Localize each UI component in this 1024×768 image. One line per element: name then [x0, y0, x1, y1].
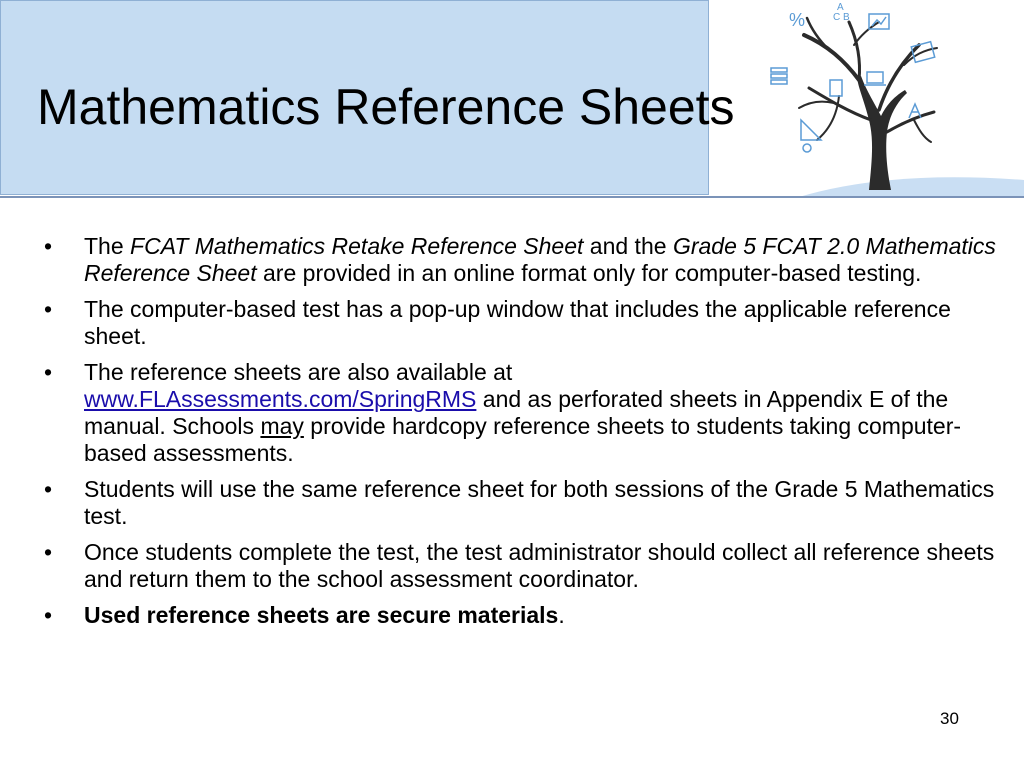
- underlined-word: may: [260, 413, 304, 439]
- list-item: • The computer-based test has a pop-up window that includes the applicable reference sheet.: [44, 296, 951, 349]
- tree-trunk-icon: [857, 76, 907, 190]
- list-item: • The reference sheets are also available at www.FLAssessments.com/SpringRMS and as perforated sheets in Appendix E of the manual. Schools may provide hardcopy reference sheets to students taking computer-based assessments.: [44, 359, 962, 466]
- ground-icon: [799, 177, 1024, 197]
- bullet-list: [44, 233, 1004, 638]
- list-item: • Used reference sheets are secure materials.: [44, 602, 565, 628]
- letter-a-icon: A: [837, 2, 844, 13]
- bullet-dot: •: [44, 359, 53, 385]
- list-item: • Students will use the same reference sheet for both sessions of the Grade 5 Mathematics test.: [44, 476, 995, 529]
- secure-materials-note: Used reference sheets are secure materials: [84, 602, 559, 628]
- bullet-dot: •: [44, 539, 53, 565]
- bullet-dot: •: [44, 233, 53, 259]
- circle-icon: [803, 144, 811, 152]
- letter-c-icon: C: [833, 12, 841, 23]
- page-title: Mathematics Reference Sheets: [37, 79, 735, 135]
- laptop-icon: [867, 72, 883, 83]
- slide-header: [0, 0, 1024, 197]
- header-divider: [0, 196, 1024, 198]
- math-tree-illustration: [709, 0, 1024, 197]
- stack-icon: [771, 68, 787, 72]
- bullet-dot: •: [44, 476, 53, 502]
- bullet-dot: •: [44, 602, 53, 628]
- bullet-dot: •: [44, 296, 53, 322]
- page-number: 30: [940, 709, 959, 728]
- calculator-icon: [830, 80, 842, 96]
- letter-b-icon: B: [843, 12, 850, 23]
- list-item: • Once students complete the test, the test administrator should collect all reference sheets and return them to the school assessment coordinator.: [44, 539, 995, 592]
- list-item: • The FCAT Mathematics Retake Reference Sheet and the Grade 5 FCAT 2.0 Mathematics Reference Sheet are provided in an online format only for computer-based testing.: [44, 233, 996, 286]
- ruler-triangle-icon: [801, 120, 821, 140]
- assessments-link[interactable]: www.FLAssessments.com/SpringRMS: [84, 386, 477, 412]
- percent-icon: %: [789, 10, 806, 30]
